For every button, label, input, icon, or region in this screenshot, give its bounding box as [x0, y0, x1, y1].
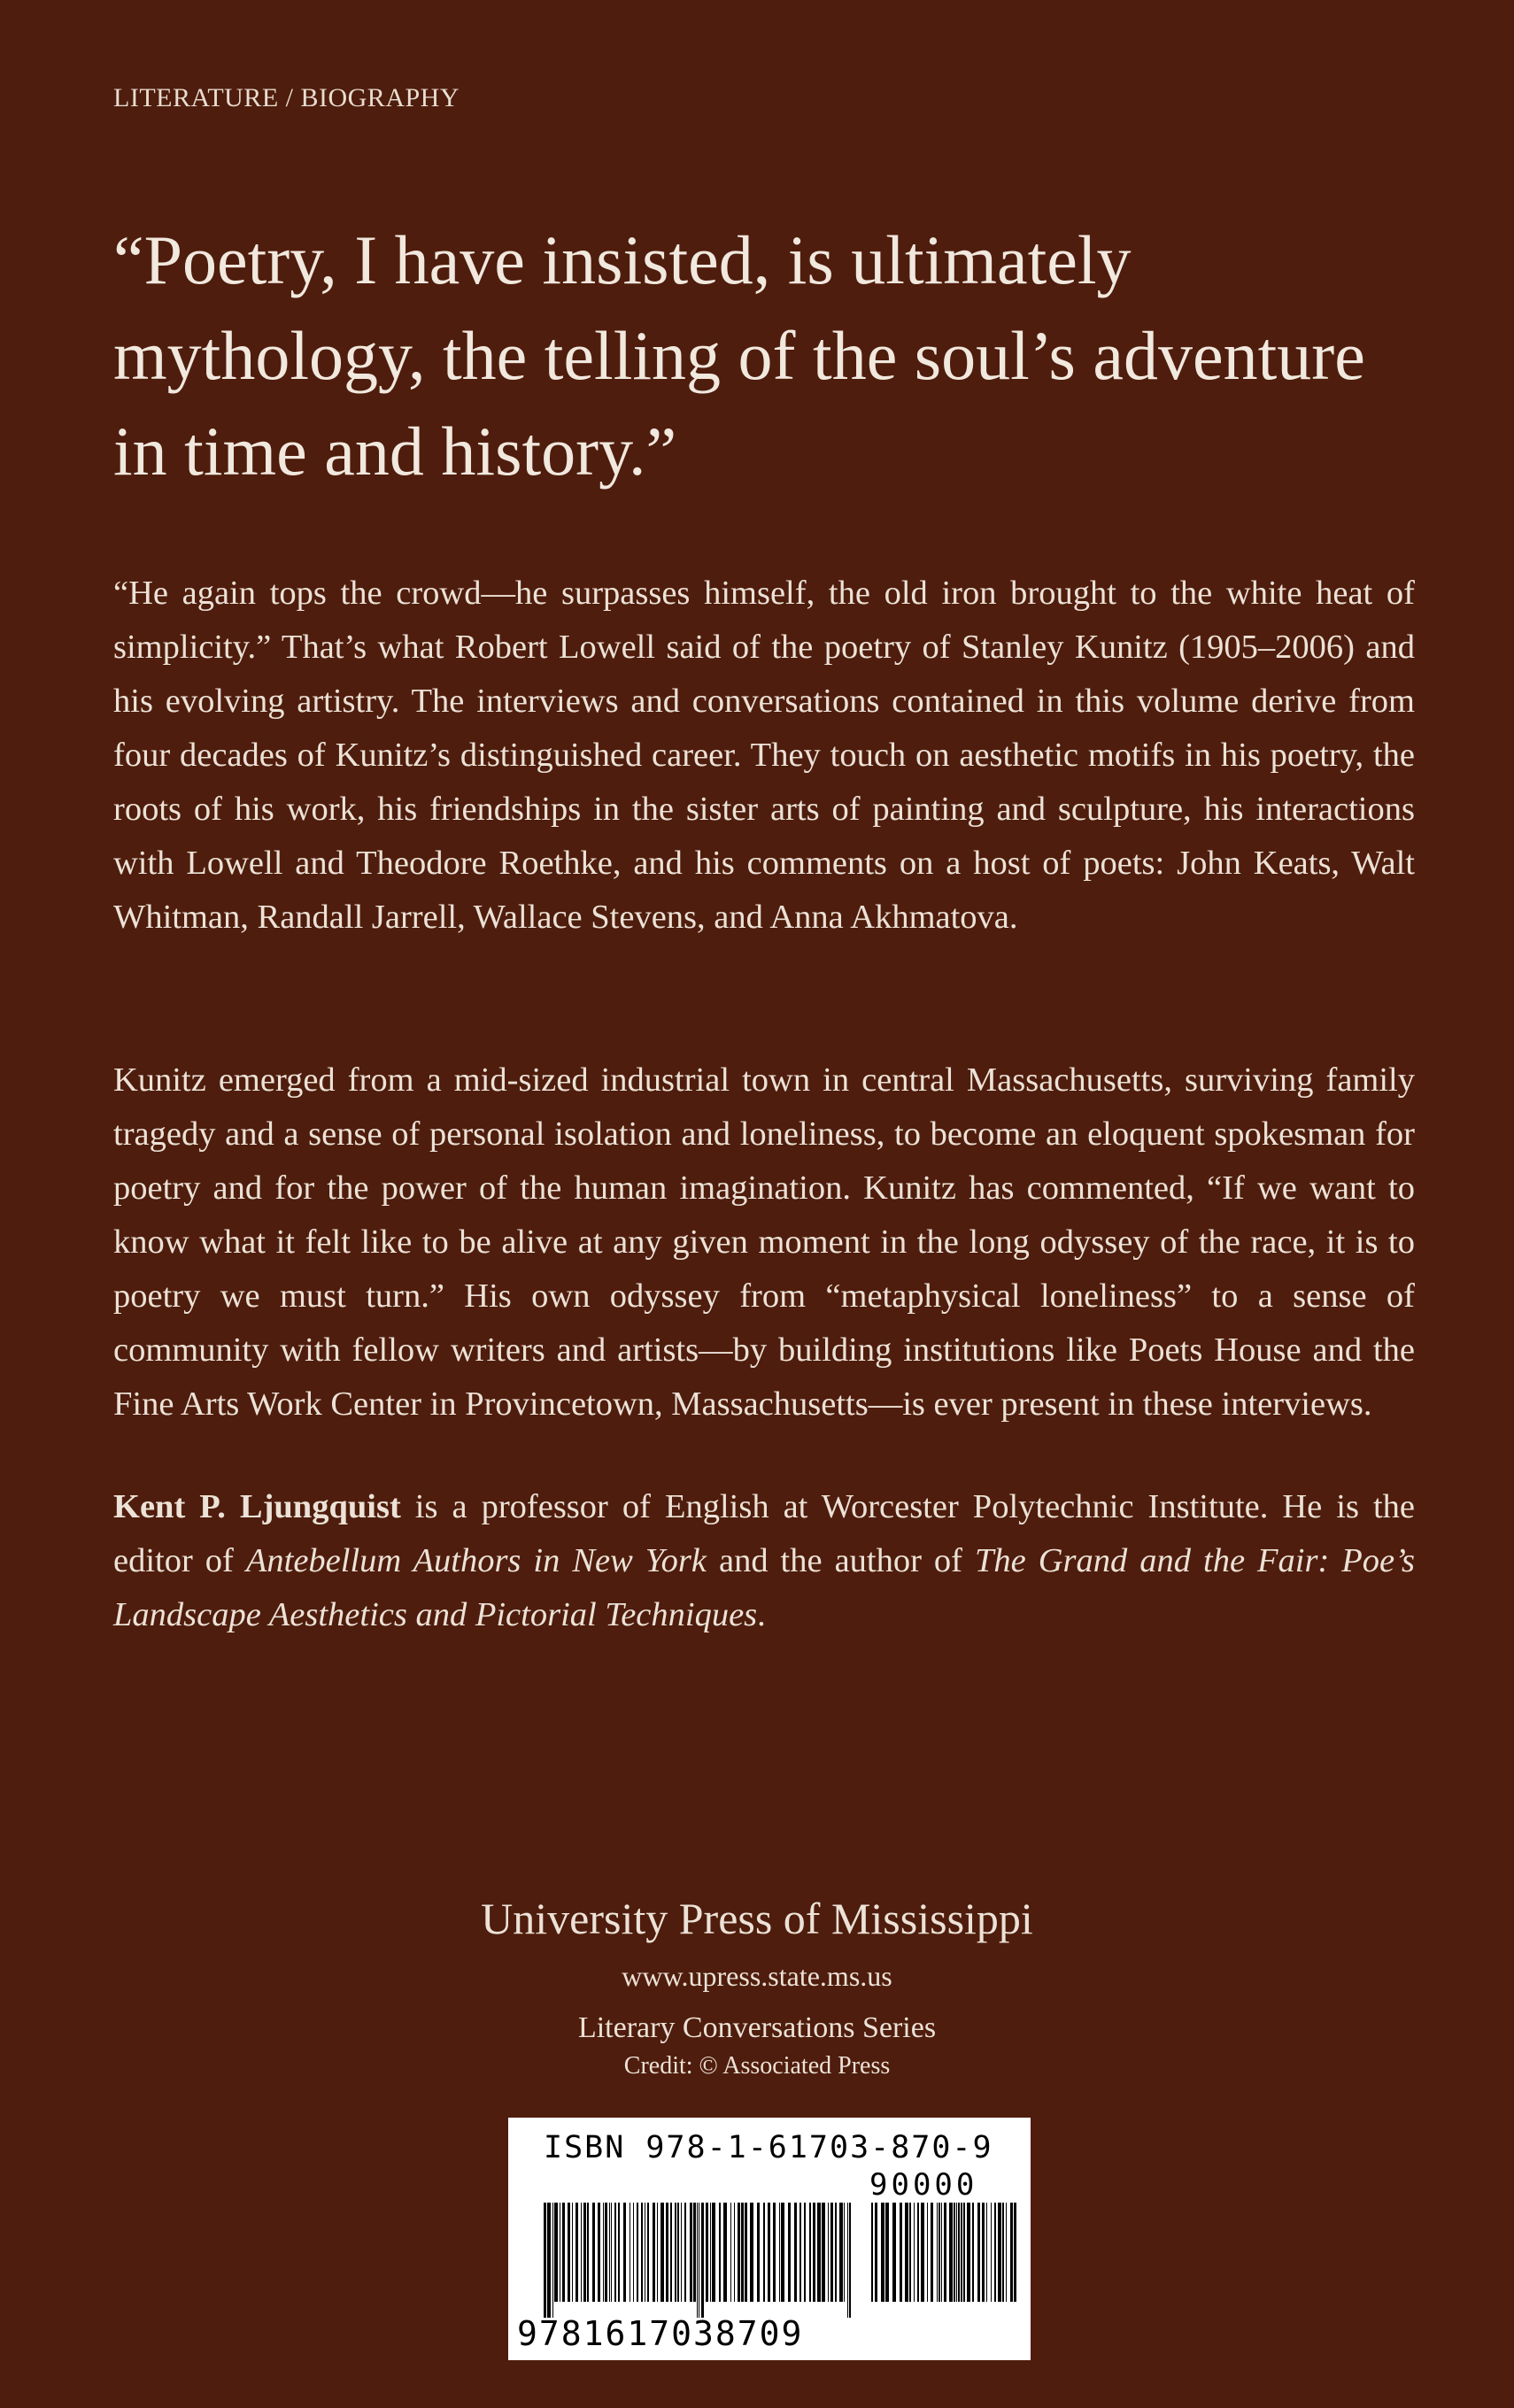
barcode-bar	[598, 2203, 600, 2302]
barcode-bar	[641, 2203, 643, 2302]
barcode-bar	[944, 2203, 946, 2302]
barcode-bar	[633, 2203, 634, 2302]
barcode-bar	[941, 2203, 942, 2302]
barcode-bar	[660, 2203, 664, 2302]
barcode-bar	[757, 2203, 760, 2302]
barcode-bar	[917, 2203, 919, 2302]
barcode-bar	[681, 2203, 682, 2302]
barcode-bar	[614, 2203, 616, 2302]
barcode-bar	[730, 2203, 731, 2302]
book-title-2: The Grand and the Fair: Poe’s Landscape Aesthetics and Pictorial Techniques	[113, 1542, 1415, 1633]
barcode-bar	[670, 2203, 672, 2302]
barcode-bar	[657, 2203, 658, 2302]
barcode-bar	[994, 2203, 996, 2302]
barcode-bar	[958, 2203, 960, 2302]
barcode-bar	[1002, 2203, 1004, 2302]
barcode-bar	[849, 2203, 851, 2318]
barcode-bar	[763, 2203, 765, 2302]
barcode-bar	[813, 2203, 815, 2302]
barcode-bar	[830, 2203, 833, 2302]
barcode-bar	[927, 2203, 928, 2302]
barcode-bar	[547, 2203, 551, 2318]
barcode-bar	[914, 2203, 915, 2302]
barcode-bar	[552, 2203, 553, 2318]
barcode-bar	[623, 2203, 626, 2302]
barcode-bar	[809, 2203, 811, 2302]
barcode-bar	[794, 2203, 797, 2302]
barcode-bar	[768, 2203, 770, 2302]
barcode-bar	[931, 2203, 933, 2302]
barcode-bar	[554, 2203, 558, 2302]
barcode-bar	[544, 2203, 546, 2318]
barcode-bar	[881, 2203, 884, 2302]
barcode-bar	[1014, 2203, 1016, 2302]
ean-barcode-bars	[542, 2203, 857, 2318]
barcode-bar	[562, 2203, 565, 2302]
barcode-bar	[653, 2203, 655, 2302]
barcode-bar	[937, 2203, 938, 2302]
barcode-bar	[963, 2203, 965, 2302]
barcode-bar	[745, 2203, 747, 2302]
barcode-bar	[773, 2203, 776, 2302]
barcode-bar	[611, 2203, 612, 2302]
barcode-bar	[905, 2203, 908, 2302]
barcode-bar	[603, 2203, 604, 2302]
author-bio	[113, 1480, 1415, 1642]
barcode-bar	[741, 2203, 744, 2302]
barcode-bar	[697, 2203, 698, 2318]
barcode-bar	[605, 2203, 607, 2302]
book-title-1: Antebellum Authors in New York	[245, 1542, 707, 1579]
barcode-bar	[592, 2203, 595, 2302]
barcode-bar	[738, 2203, 740, 2302]
barcode-bar	[618, 2203, 620, 2302]
bio-text-a: is a professor of English at Worcester Polytechnic Institute. He is the editor of	[113, 1488, 1415, 1579]
barcode-bar	[982, 2203, 985, 2302]
barcode-panel	[508, 2118, 1031, 2360]
series-name: Literary Conversations Series	[577, 2011, 937, 2044]
barcode-bar	[690, 2203, 692, 2302]
description-paragraph-2: Kunitz emerged from a mid-sized industrial town in central Massachusetts, surviving family tragedy and a sense of personal isolation and loneliness, to become an eloquent spokesman for poetry and for the power of the human imagination. Kunitz has commented, “If we want to know what it felt like to be alive at any given moment in the long odyssey of the race, it is to poetry we must turn.” His own odyssey from “metaphysical loneliness” to a sense of community with fellow writers and artists—by building institutions like Poets House and the Fine Arts Work Center in Provincetown, Massachusetts—is ever present in these interviews.	[113, 1061, 1415, 1423]
category-label: LITERATURE / BIOGRAPHY	[113, 83, 460, 112]
barcode-bar	[844, 2203, 845, 2302]
bio-text-c: .	[757, 1596, 766, 1633]
barcode-bar	[701, 2203, 704, 2318]
barcode-bar	[587, 2203, 589, 2302]
barcode-bar	[1010, 2203, 1013, 2302]
author-name: Kent P. Ljungquist	[113, 1488, 401, 1525]
barcode-bar	[939, 2203, 940, 2302]
barcode-bar	[677, 2203, 679, 2302]
barcode-bar	[719, 2203, 721, 2302]
barcode-bar	[675, 2203, 676, 2302]
barcode-bar	[875, 2203, 877, 2302]
barcode-bar	[949, 2203, 953, 2302]
barcode-bar	[779, 2203, 780, 2302]
photo-credit: Credit: © Associated Press	[623, 2052, 891, 2080]
barcode-bar	[998, 2203, 1001, 2302]
barcode-bar	[972, 2203, 974, 2302]
barcode-bar	[609, 2203, 610, 2302]
barcode-bar	[799, 2203, 801, 2302]
publisher-name: University Press of Mississippi	[481, 1894, 1033, 1943]
bio-text-b: and the author of	[706, 1542, 975, 1579]
barcode-bar	[568, 2203, 570, 2302]
barcode-bar	[750, 2203, 753, 2302]
barcode-bar	[921, 2203, 924, 2302]
barcode-bar	[583, 2203, 586, 2302]
price-code: 90000	[869, 2167, 978, 2203]
barcode-bar	[817, 2203, 821, 2302]
barcode-bar	[1006, 2203, 1007, 2302]
barcode-bar	[822, 2203, 825, 2302]
barcode-bar	[977, 2203, 980, 2302]
barcode-bar	[723, 2203, 727, 2302]
barcode-bar	[961, 2203, 962, 2302]
barcode-bar	[900, 2203, 902, 2302]
barcode-bar	[684, 2203, 686, 2302]
barcode-bar	[847, 2203, 848, 2318]
barcode-bar	[839, 2203, 843, 2302]
barcode-bar	[781, 2203, 784, 2302]
barcode-bar	[572, 2203, 573, 2302]
ean-digits: 9781617038709	[517, 2314, 804, 2353]
barcode-bar	[954, 2203, 955, 2302]
isbn-label: ISBN 978-1-61703-870-9	[544, 2130, 993, 2165]
barcode-bar	[956, 2203, 957, 2302]
barcode-bar	[581, 2203, 582, 2302]
barcode-bar	[967, 2203, 970, 2302]
publisher-url: www.upress.state.ms.us	[622, 1960, 892, 1992]
barcode-bar	[991, 2203, 992, 2302]
barcode-bar	[666, 2203, 668, 2302]
barcode-bar	[892, 2203, 896, 2302]
pull-quote: “Poetry, I have insisted, is ultimately mythology, the telling of the soul’s adventure in time and history.”	[113, 221, 1365, 490]
barcode-bar	[710, 2203, 711, 2302]
barcode-bar	[788, 2203, 791, 2302]
barcode-bar	[637, 2203, 638, 2302]
barcode-bar	[712, 2203, 715, 2302]
barcode-bar	[734, 2203, 735, 2302]
barcode-bar	[828, 2203, 829, 2302]
barcode-bar	[575, 2203, 578, 2302]
barcode-bar	[647, 2203, 649, 2302]
barcode-bar	[706, 2203, 708, 2302]
addon-barcode-bars	[869, 2203, 1020, 2318]
barcode-bar	[804, 2203, 806, 2302]
barcode-bar	[885, 2203, 889, 2302]
barcode-bar	[986, 2203, 987, 2302]
barcode-bar	[871, 2203, 873, 2302]
barcode-bar	[693, 2203, 696, 2302]
description-paragraph-1: “He again tops the crowd—he surpasses himself, the old iron brought to the white heat of simplicity.” That’s what Robert Lowell said of the poetry of Stanley Kunitz (1905–2006) and his evolving artistry. The interviews and conversations contained in this volume derive from four decades of Kunitz’s distinguished career. They touch on aesthetic motifs in his poetry, the roots of his work, his friendships in the sister arts of painting and sculpture, his interactions with Lowell and Theodore Roethke, and his comments on a host of poets: John Keats, Walt Whitman, Randall Jarrell, Wallace Stevens, and Anna Akhmatova.	[113, 575, 1415, 936]
barcode-bar	[835, 2203, 837, 2302]
barcode-bar	[909, 2203, 911, 2302]
